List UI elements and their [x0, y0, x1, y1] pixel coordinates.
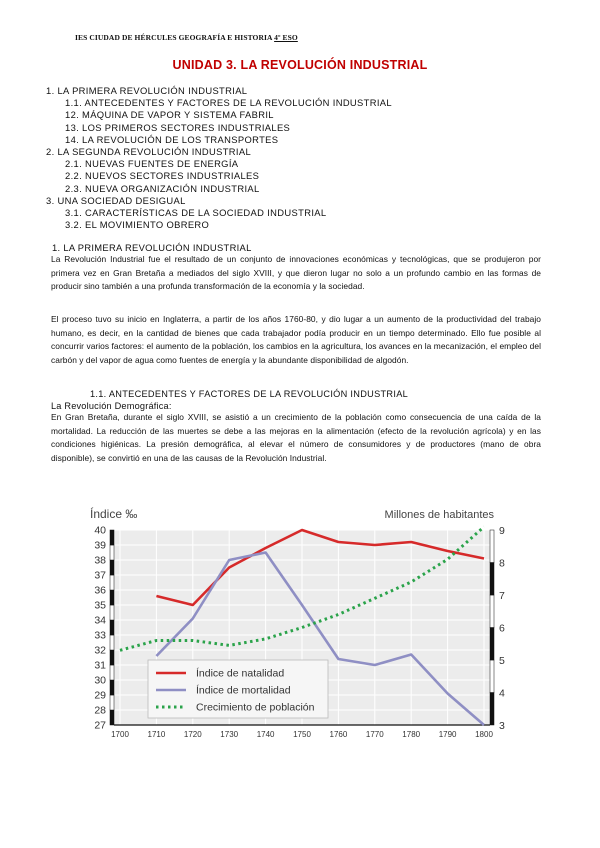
- legend-label: Crecimiento de población: [196, 701, 315, 714]
- x-tick-label: 1790: [438, 730, 457, 739]
- page-header: [75, 33, 298, 42]
- left-axis-segment: [110, 710, 114, 725]
- y-left-tick-label: 27: [94, 719, 106, 732]
- header-course: 4º ESO: [274, 33, 298, 42]
- toc-item: 13. LOS PRIMEROS SECTORES INDUSTRIALES: [65, 121, 291, 133]
- right-axis-segment: [490, 660, 494, 693]
- y-right-tick-label: 5: [499, 655, 505, 667]
- y-left-tick-label: 36: [94, 584, 106, 597]
- toc-item: 2.1. NUEVAS FUENTES DE ENERGÍA: [65, 158, 239, 170]
- y-left-tick-label: 39: [94, 539, 106, 552]
- x-tick-label: 1770: [365, 730, 384, 739]
- table-of-contents: [46, 85, 392, 231]
- paragraph: En Gran Bretaña, durante el siglo XVIII, se asistió a un crecimiento de la población como consecuencia de una caída de la mortalidad. La reducción de las muertes se debe a las mejoras en la alimentación (efecto de la revolución agrícola) y en las condiciones higiénicas. La presión demográfica, al elevar el número de consumidores y de productores (mano de obra disponible), se convirtió en una de las causas de la Revolución Industrial.: [51, 412, 541, 463]
- x-tick-label: 1710: [147, 730, 166, 739]
- left-axis-segment: [110, 665, 114, 680]
- right-axis-segment: [490, 595, 494, 628]
- right-axis-segment: [490, 530, 494, 563]
- toc-item: 2.3. NUEVA ORGANIZACIÓN INDUSTRIAL: [65, 182, 260, 194]
- right-axis-segment: [490, 628, 494, 661]
- section-heading: 1. LA PRIMERA REVOLUCIÓN INDUSTRIAL: [52, 242, 252, 253]
- x-tick-label: 1800: [475, 730, 493, 739]
- toc-item: 12. MÁQUINA DE VAPOR Y SISTEMA FABRIL: [65, 109, 274, 121]
- toc-item: 2. LA SEGUNDA REVOLUCIÓN INDUSTRIAL: [46, 146, 252, 158]
- x-tick-label: 1730: [220, 730, 239, 739]
- subsection-heading: 1.1. ANTECEDENTES Y FACTORES DE LA REVOLUCIÓN INDUSTRIAL: [90, 389, 409, 399]
- y-left-tick-label: 29: [94, 689, 106, 702]
- left-axis-segment: [110, 590, 114, 605]
- left-axis-segment: [110, 695, 114, 710]
- y-left-tick-label: 28: [94, 704, 106, 717]
- legend-label: Índice de mortalidad: [196, 684, 291, 697]
- demographic-chart: [82, 496, 522, 746]
- x-tick-label: 1740: [256, 730, 275, 739]
- toc-item: 3.1. CARACTERÍSTICAS DE LA SOCIEDAD INDUSTRIAL: [65, 207, 327, 219]
- toc-item: 14. LA REVOLUCIÓN DE LOS TRANSPORTES: [65, 133, 279, 145]
- header-school: IES CIUDAD DE HÉRCULES GEOGRAFÍA E HISTORIA: [75, 33, 273, 42]
- x-tick-label: 1700: [111, 730, 129, 739]
- toc-item: 1.1. ANTECEDENTES Y FACTORES DE LA REVOLUCIÓN INDUSTRIAL: [65, 97, 392, 109]
- y-right-tick-label: 4: [499, 687, 505, 700]
- y-left-tick-label: 40: [94, 524, 106, 537]
- y-left-tick-label: 30: [94, 674, 106, 687]
- right-axis-segment: [490, 693, 494, 726]
- y-right-tick-label: 9: [499, 525, 505, 537]
- y-left-tick-label: 37: [94, 569, 106, 582]
- x-tick-label: 1720: [183, 730, 202, 739]
- left-axis-segment: [110, 530, 114, 545]
- left-axis-segment: [110, 605, 114, 620]
- right-axis-segment: [490, 563, 494, 596]
- left-axis-segment: [110, 575, 114, 590]
- toc-item: 2.2. NUEVOS SECTORES INDUSTRIALES: [65, 170, 260, 182]
- y-right-tick-label: 6: [499, 622, 505, 635]
- y-left-tick-label: 31: [94, 659, 106, 672]
- y-left-tick-label: 38: [94, 554, 106, 567]
- left-axis-segment: [110, 545, 114, 560]
- y-left-tick-label: 33: [94, 629, 106, 642]
- y-left-tick-label: 32: [94, 644, 106, 657]
- toc-item: 3. UNA SOCIEDAD DESIGUAL: [46, 194, 186, 206]
- y-left-tick-label: 35: [94, 599, 106, 612]
- toc-item: 3.2. EL MOVIMIENTO OBRERO: [65, 219, 210, 231]
- left-axis-segment: [110, 650, 114, 665]
- y-left-axis-title: Índice ‰: [90, 507, 138, 521]
- y-left-tick-label: 34: [94, 614, 106, 627]
- y-right-tick-label: 3: [499, 720, 505, 732]
- y-right-axis-title: Millones de habitantes: [384, 509, 494, 521]
- subsection-label: La Revolución Demográfica:: [51, 401, 172, 411]
- left-axis-segment: [110, 560, 114, 575]
- x-tick-label: 1780: [402, 730, 421, 739]
- paragraph: El proceso tuvo su inicio en Inglaterra, a partir de los años 1760-80, y dio lugar a un aumento de la productividad del trabajo humano, es decir, en la cantidad de bienes que cada trabajador podía producir en un tiempo determinado. Ello fue posible al concurrir varios factores: el aumento de la población, los cambios en la agricultura, los avances en la mecanización, el empleo del carbón y del vapor de agua como fuentes de energía y la abundante disponibilidad de algodón.: [51, 314, 541, 365]
- legend-label: Índice de natalidad: [196, 667, 285, 680]
- x-tick-label: 1750: [293, 730, 311, 739]
- left-axis-segment: [110, 620, 114, 635]
- left-axis-segment: [110, 680, 114, 695]
- paragraph: La Revolución Industrial fue el resultado de un conjunto de innovaciones económicas y tecnológicas, que se produjeron por primera vez en Gran Bretaña a mediados del siglo XVIII, y que dieron lugar no solo a un profundo cambio en las formas de producir sino también a una profunda transformación de la economía y la sociedad.: [51, 254, 541, 292]
- x-tick-label: 1760: [329, 730, 348, 739]
- y-right-tick-label: 8: [499, 557, 505, 570]
- y-right-tick-label: 7: [499, 590, 505, 602]
- left-axis-segment: [110, 635, 114, 650]
- page-title: UNIDAD 3. LA REVOLUCIÓN INDUSTRIAL: [172, 58, 428, 72]
- toc-item: 1. LA PRIMERA REVOLUCIÓN INDUSTRIAL: [46, 85, 248, 96]
